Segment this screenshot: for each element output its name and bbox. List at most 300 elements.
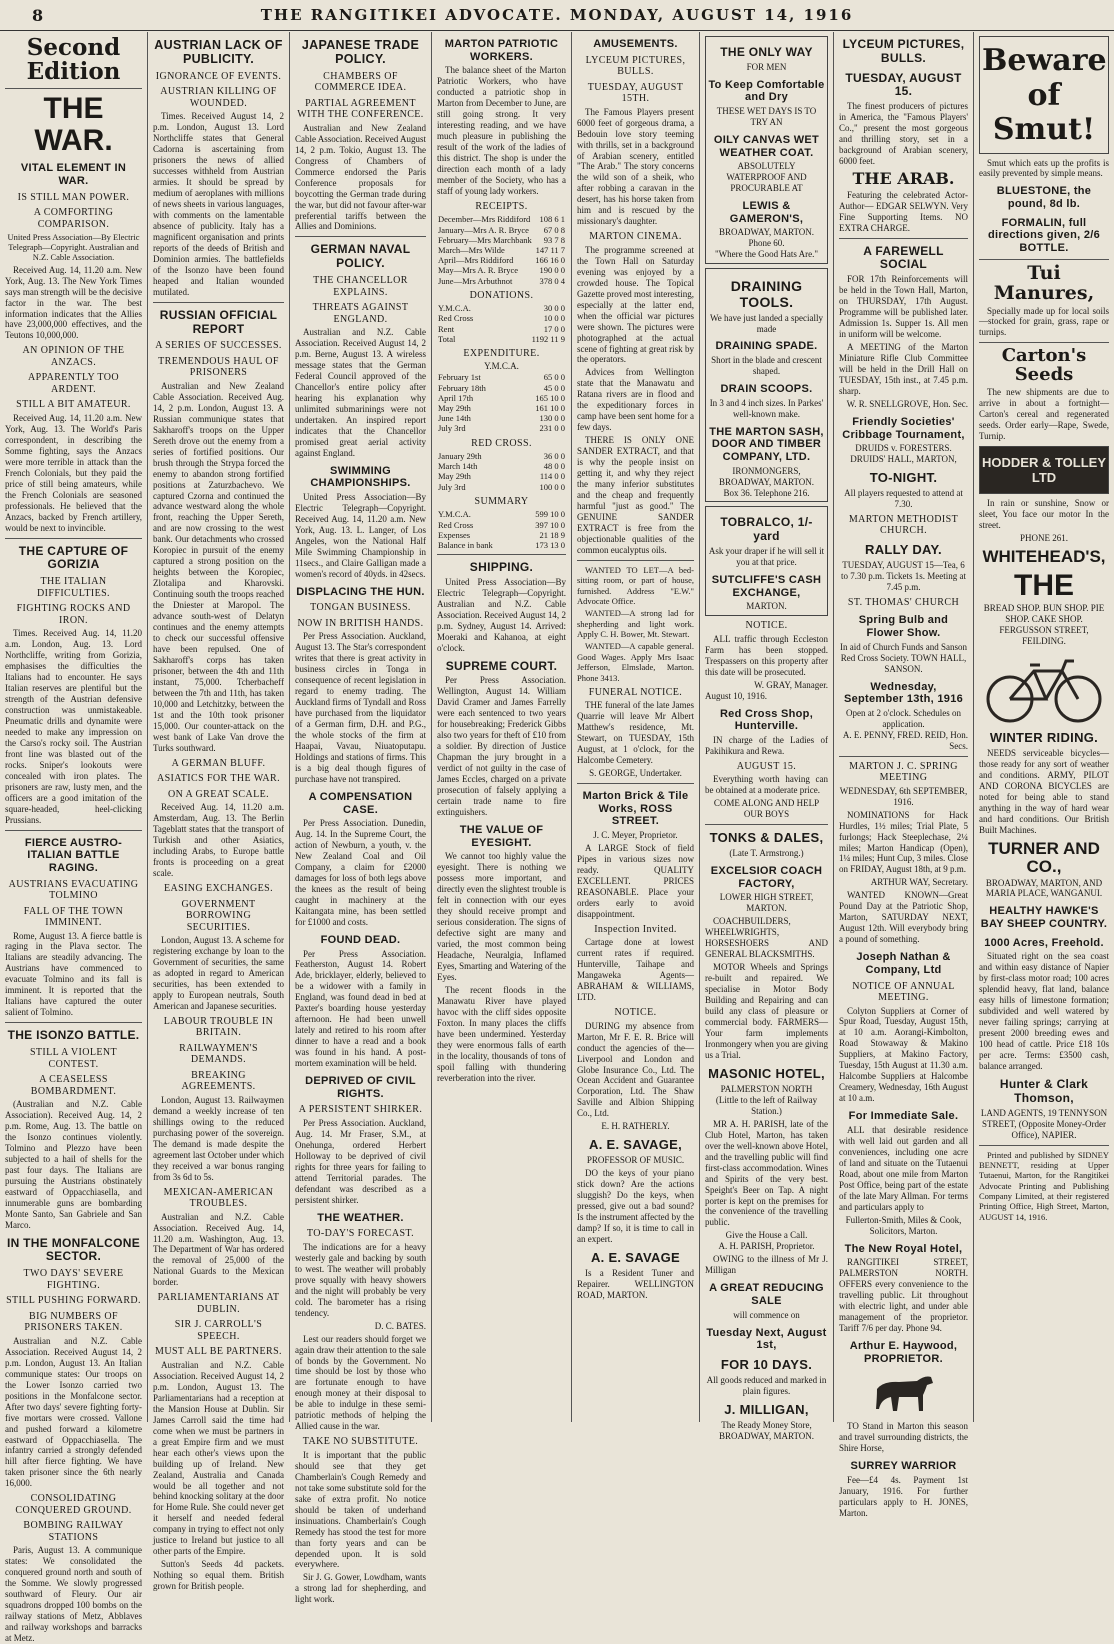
subheadline: AUSTRIAN KILLING OF WOUNDED. bbox=[160, 86, 277, 109]
war-banner: THE WAR. bbox=[34, 92, 113, 157]
subheadline: THREATS AGAINST ENGLAND. bbox=[312, 302, 409, 325]
advert-line: LAND AGENTS, 19 TENNYSON STREET, (Opposite Money-Order Office), NAPIER. bbox=[980, 1107, 1108, 1140]
classified-ad: WANTED TO LET—A bed-sitting room, or part of house, furnished. Address "E.W." Advocate Office. bbox=[577, 564, 694, 606]
subheadline: A COMFORTING COMPARISON. bbox=[33, 207, 114, 230]
advert-title: TURNER AND CO., bbox=[988, 838, 1100, 876]
headline: AMUSEMENTS. bbox=[593, 38, 678, 50]
advert-line: THESE WET DAYS IS TO TRY AN bbox=[716, 106, 817, 128]
signature: ARTHUR WAY, Secretary. bbox=[870, 877, 968, 888]
classified-ad: WANTED—A strong lad for shepherding and light work. Apply C. H. Bower, Mt. Stewart. bbox=[577, 608, 694, 640]
article-text: Per Press Association. Auckland, Aug. 14. Mr Fraser, S.M., at Onehunga, ordered Herbert Holloway to be deprived of civil rights for three years for failing to attend Territorial parades. The defendant was described as a persistent shirker. bbox=[295, 1117, 426, 1205]
headline: Marton Brick & Tile Works, ROSS STREET. bbox=[582, 790, 689, 828]
row-label: May 29th bbox=[438, 403, 471, 413]
table-row bbox=[437, 530, 566, 540]
advert-line: FERGUSSON STREET, FEILDING. bbox=[999, 625, 1089, 647]
article-text: (Australian and N.Z. Cable Association). Received Aug. 14, 2 p.m. Rome, Aug. 13. The battle on the Isonzo continues violently. Tolmino and Plezzo have been subjected to a hail of shells for the past four days. The Italians are pursuing the Austrians obstinately eastward of Oppacchiasella, and innumerable guns are bombarding Monte Santo, San Gabriele and San Marco. bbox=[5, 1099, 142, 1230]
divider bbox=[5, 1022, 142, 1023]
article-text: THERE IS ONLY ONE SANDER EXTRACT, and that is why the people insist on getting it, and why they reject the many inferior substitutes and the cheap and frequently harmful "just as good." The GENUINE SANDER EXTRACT is free from the objectionable qualities of the common eucalyptus oils. bbox=[577, 435, 694, 555]
row-label: February 18th bbox=[438, 382, 486, 393]
article-text: DURING my absence from Marton, Mr F. E. R. Brice will conduct the agencies of the— Liverpool and London and Globe Insurance Co., Ltd. The Ocean Accident and Guarantee Corporation, Ltd. The Shaw Saville and Albion Shipping Co., Ltd. bbox=[577, 1020, 694, 1119]
subheadline: SIR J. CARROLL'S SPEECH. bbox=[174, 1319, 263, 1342]
headline: IN THE MONFALCONE SECTOR. bbox=[6, 1235, 141, 1264]
column-2 bbox=[148, 32, 290, 1592]
row-amount: 231 0 0 bbox=[539, 423, 565, 434]
article-text: The new shipments are due to arrive in about a fortnight—Carton's cereal and regenerated seeds. Order early—Rape, Swede, Turnip. bbox=[979, 387, 1109, 442]
headline: FIERCE AUSTRO-ITALIAN BATTLE RAGING. bbox=[24, 836, 123, 874]
article-text: The indications are for a heavy westerly gale and backing by south to west. The weather will probably prove squally with heavy showers and the night will probably be very cold. The barometer has a rising tendency. bbox=[295, 1241, 426, 1318]
subheadline: AUSTRIANS EVACUATING TOLMINO bbox=[8, 878, 139, 902]
row-amount: 378 0 4 bbox=[539, 275, 565, 286]
headline: SWIMMING CHAMPIONSHIPS. bbox=[310, 464, 411, 490]
advert-beware-of-smut bbox=[979, 36, 1109, 154]
donations-table bbox=[437, 303, 566, 344]
subheadline: BIG NUMBERS OF PRISONERS TAKEN. bbox=[24, 1310, 123, 1334]
article-text: A LARGE Stock of field Pipes in various sizes now ready. QUALITY EXCELLENT. PRICES REASONABLE. Place your orders early to avoid disappointment. bbox=[577, 843, 694, 919]
divider bbox=[839, 238, 968, 239]
article-text: Lest our readers should forget we again draw their attention to the sale of bonds by the Government. No time should be lost by those who are fortunate enough to have enough money at their disposal to be able to indulge in these semi-patriotic methods of helping the Allied cause in the war. bbox=[295, 1333, 426, 1432]
article-text: Per Press Association. Featherston, August 14. Robert Ade, bricklayer, elderly, believed to be a widower with a family in England, was found dead in bed at Paxter's boarding house yesterday afternoon. He had been unwell lately and retired to his room after dinner to have a read and a book was found in his hand. A post-mortem examination will be held. bbox=[295, 948, 426, 1069]
table-row bbox=[437, 423, 566, 433]
row-amount: 67 0 8 bbox=[543, 224, 565, 235]
table-row bbox=[437, 255, 566, 265]
subheadline: A GERMAN BLUFF. bbox=[171, 757, 266, 769]
row-label: Rent bbox=[438, 323, 455, 334]
headline: Arthur E. Haywood, PROPRIETOR. bbox=[849, 1339, 958, 1365]
article-text: Featuring the celebrated Actor-Author— EDGAR SELWYN. Very Fine Supporting Items. NO EXTRA CHARGE. bbox=[839, 189, 968, 233]
article-text: The balance sheet of the Marton Patriotic Workers, who have conducted a patriotic shop in Marton from December to June, are still going strong. It very interesting reading, and we have much pleasure in publishing the result of the work of the ladies of this district. The shop is under the direction each month of a lady member of the Society, who has a staff of young lady workers. bbox=[437, 65, 566, 196]
table-row bbox=[437, 372, 566, 382]
divider bbox=[577, 560, 694, 561]
subheadline: TUESDAY, AUGUST 15TH. bbox=[587, 81, 684, 105]
divider bbox=[705, 824, 828, 825]
article-text: Australian and N.Z. Cable Association. Received August 14, 2 p.m. London, August 13. The Parliamentarians had a reception at the Mansion House at Dublin. Sir James Carroll said the time had come when we must be partners in a great Empire firm and we must hear each other's views upon the building up of Ireland. New Zealand, Australia and Canada would be all together and not behind knocking solitary at the door for Home Rule. She could never get it herself and needed federal company in trying to effect not only justice to Ireland but justice to all other parts of the Empire. bbox=[153, 1359, 284, 1557]
divider bbox=[979, 342, 1109, 343]
row-label: March 14th bbox=[438, 461, 478, 472]
row-label: Y.M.C.A. bbox=[438, 303, 471, 314]
advert-line: SUTCLIFFE'S CASH EXCHANGE, bbox=[711, 574, 822, 599]
row-label: February—Mrs Marchbank bbox=[438, 234, 532, 245]
advert-title: WHITEHEAD'S, bbox=[982, 546, 1106, 566]
column-5 bbox=[572, 32, 700, 1422]
subheadline: FUNERAL NOTICE. bbox=[588, 686, 683, 698]
divider bbox=[979, 259, 1109, 260]
headline: HEALTHY HAWKE'S BAY SHEEP COUNTRY. bbox=[980, 905, 1108, 931]
row-amount: 100 0 0 bbox=[539, 481, 565, 492]
table-row bbox=[437, 265, 566, 275]
slogan: COME ALONG AND HELP OUR BOYS bbox=[713, 798, 820, 820]
phone-line: PHONE 261. bbox=[1019, 532, 1068, 543]
subheadline: EASING EXCHANGES. bbox=[163, 883, 274, 895]
row-label: Red Cross bbox=[438, 313, 474, 324]
headline: TONKS & DALES, bbox=[709, 830, 824, 846]
subheadline: RAILWAYMEN'S DEMANDS. bbox=[179, 1042, 258, 1066]
advert-line: BROADWAY, MARTON. bbox=[718, 227, 815, 238]
article-text: Per Press Association. Auckland, August 13. The Star's correspondent writes that there is great activity in business circles in Tonga in consequence of recent legislation in regard to enemy trading. The Auckland firms of Tyndall and Ross have purchased from the liquidator of a German firm, D.H. and P.G., the whole stocks of the firm at Haapai, Vavau, Niuatoputapu. Holdings and stations of firms. This is a big deal though figures of purchase have not transpired. bbox=[295, 631, 426, 784]
article-text: IN charge of the Ladies of Pakihikura and Rewa. bbox=[705, 734, 828, 756]
table-row bbox=[437, 471, 566, 481]
table-row bbox=[437, 451, 566, 461]
table-row bbox=[437, 225, 566, 235]
subheadline: CONSOLIDATING CONQUERED GROUND. bbox=[15, 1493, 132, 1516]
row-label: December—Mrs Riddiford bbox=[438, 214, 531, 225]
advert-line: DRAIN SCOOPS. bbox=[720, 383, 813, 396]
divider bbox=[5, 830, 142, 831]
edition-heading: Second Edition bbox=[26, 34, 121, 86]
headline: A GREAT REDUCING SALE bbox=[709, 1282, 824, 1307]
headline: The New Royal Hotel, bbox=[844, 1242, 963, 1255]
subheadline: A PERSISTENT SHIRKER. bbox=[298, 1104, 423, 1116]
column-1 bbox=[0, 32, 148, 1644]
table-row bbox=[437, 313, 566, 323]
divider bbox=[979, 1145, 1109, 1146]
subheadline: LABOUR TROUBLE IN BRITAIN. bbox=[163, 1015, 274, 1039]
table-heading: RED CROSS. bbox=[471, 437, 532, 449]
headline: For Immediate Sale. bbox=[848, 1110, 959, 1123]
advert-line: Ask your draper if he will sell it you at that price. bbox=[708, 546, 825, 568]
article-text: RANGITIKEI STREET, PALMERSTON NORTH. OFFERS every convenience to the travelling public. Lit throughout with electric light, and under able management of the proprietor. Tariff 7/6 per day. Phone 94. bbox=[839, 1257, 968, 1334]
article-text: Rome, August 13. A fierce battle is raging in the Plava sector. The Italians are steadily advancing. The Austrians have commenced to evacuate Tolmino and its fall is imminent. It is reported that the Italians have captured the outer salient of Tolmino. bbox=[5, 930, 142, 1018]
advert-line: We have just landed a specially made bbox=[710, 312, 823, 334]
row-amount: 114 0 0 bbox=[539, 471, 565, 482]
subheadline: STILL PUSHING FORWARD. bbox=[6, 1295, 141, 1307]
signature: A. E. PENNY, FRED. REID, Hon. Secs. bbox=[842, 729, 968, 751]
headline: DISPLACING THE HUN. bbox=[296, 585, 425, 598]
feature-title: THE ARAB. bbox=[852, 169, 955, 188]
table-row bbox=[437, 334, 566, 344]
article-text: The recent floods in the Manawatu River have played havoc with the cliff sides opposite Foxton. In many places the cliffs have been undermined. Yesterday they were enormous falls of earth in the locality, thousands of tons of spoil falling with thundering reverberation into the river. bbox=[437, 984, 566, 1083]
subheadline: ON A GREAT SCALE. bbox=[167, 788, 270, 800]
headline: MASONIC HOTEL, bbox=[708, 1065, 825, 1081]
article-text: United Press Association—By Electric Telegraph—Copyright. Received Aug. 14, 11.20 a.m. New York, Aug. 13. L. Langer, of Los Angeles, won the National Half Mile Swimming Championship in 11secs., and Claire Galligan made a women's record of 40yds. in 42secs. bbox=[295, 491, 426, 579]
redcross-table bbox=[437, 451, 566, 492]
headline: Red Cross Shop, Hunterville. bbox=[719, 707, 814, 733]
table-heading: EXPENDITURE. bbox=[463, 347, 540, 359]
divider bbox=[295, 236, 426, 237]
article-text: Australian and New Zealand Cable Association. Received Aug. 14, 2 p.m. London, August 13. A Russian communique states that Sakharoff's troops on the Upper Sereth drove out the enemy from a series of fortified positions. Our brush through the Strypa forced the enemy to abandon strong fortified positions at Zaturzbachevo. We captured Czorna and continued the advance westward along the whole front, reaching the Upper Sereth, and are now crossing to the west bank. Our detachments who crossed Koropiec in pursuit of the enemy captured a strong position on the heights between the Koropiec, Zlotalipa and Kharovski. Continuing south the troops reached the Dniester at Maropol. The advance south-west of Delatyn continues and the enemy attempts to check our successful offensive have been repulsed. One of Sakharoff's corps has taken prisoner, between the 4th and 11th instant, 75,000. Tcherbacheff between the 7th and 11th, has taken 10,000 and Letchitzky, between the 1st and the 10th took prisoner 15,000. Our counter-attack on the west bank of Lake Van drove the Turks southward. bbox=[153, 380, 284, 753]
advert-line: DRUIDS v. FORESTERS. DRUIDS' HALL, MARTON, bbox=[850, 443, 957, 465]
subheadline: STILL A VIOLENT CONTEST. bbox=[29, 1047, 118, 1070]
row-label: January 29th bbox=[438, 451, 482, 462]
table-row bbox=[437, 393, 566, 403]
signature: Fullerton-Smith, Miles & Cook, Solicitors, Marton. bbox=[845, 1214, 962, 1236]
headline: Friendly Societies' Cribbage Tournament, bbox=[842, 415, 965, 441]
headline: FOR 10 DAYS. bbox=[720, 1356, 813, 1372]
advert-title: THE bbox=[1014, 568, 1074, 602]
headline: SHIPPING. bbox=[469, 560, 534, 575]
advert-line: BREAD SHOP. BUN SHOP. PIE SHOP. CAKE SHOP. bbox=[983, 603, 1105, 625]
table-row bbox=[437, 276, 566, 286]
article-text: DO the keys of your piano stick down? Are the actions sluggish? Do the keys, when pressed, give out a bad sound? Is the instrument affected by the damp? If so, it is time to call in an expert. bbox=[577, 1168, 694, 1245]
row-label: Expenses bbox=[438, 529, 471, 540]
advert-line: To Keep Comfortable and Dry bbox=[708, 78, 825, 104]
article-text: We cannot too highly value the eyesight. There is nothing we possess more important, and directly even the slightest trouble is felt in connection with our eyes they should receive prompt and serious consideration. The signs of defective sight are many and varied, the most common being Headache, Neuralgia, Inflamed Eyes, Smarting and Watering of the Eyes. bbox=[437, 851, 566, 982]
article-text: ALL traffic through Eccleston Farm has been stopped. Trespassers on this property after this date will be prosecuted. bbox=[705, 633, 828, 677]
headline: LYCEUM PICTURES, BULLS. bbox=[842, 37, 965, 65]
advert-line: All players requested to attend at 7.30. bbox=[844, 488, 963, 510]
subheadline: FALL OF THE TOWN IMMINENT. bbox=[23, 905, 124, 929]
advert-line: IRONMONGERS, bbox=[732, 465, 801, 476]
headline: J. MILLIGAN, bbox=[724, 1401, 809, 1417]
article-text: Is a Resident Tuner and Repairer. WELLINGTON ROAD, MARTON. bbox=[577, 1267, 694, 1300]
row-amount: 166 16 0 bbox=[535, 255, 565, 266]
table-row bbox=[437, 235, 566, 245]
row-amount: 130 0 0 bbox=[539, 413, 565, 424]
subheadline: NOTICE. bbox=[745, 620, 788, 632]
advert-line: EXCELSIOR COACH FACTORY, bbox=[710, 865, 823, 890]
row-amount: 21 18 9 bbox=[539, 529, 565, 540]
row-amount: 30 0 0 bbox=[543, 303, 565, 314]
article-text: Australian and New Zealand Cable Association. Received August 14, 2 p.m. Tokio, August 13. The Congress of Chambers of Commerce endorsed the Paris Conference proposals for boycotting the German trade during the war, but did not favour after-war preferential tariffs between the Allies and Dominions. bbox=[295, 122, 426, 232]
article-text: Received Aug. 14, 11.20 a.m. New York, Aug. 13. The World's Paris correspondent, in describing the Somme fighting, says the Anzacs were more terrible in attack than the French Colonials, but they paid the price of still being amateurs, while the French Colonials are seasoned professionals. He believed that the Anzacs, backed by French artillery, would be next to invincible. bbox=[5, 412, 142, 533]
advert-line: LEWIS & GAMERON'S, bbox=[729, 200, 804, 225]
article-text: Paris, August 13. A communique states: We consolidated the conquered ground north and south of the Somme. We slowly progressed southward of Fleury. Our air squadrons dropped 100 bombs on the railway stations of Metz, Abblaves and railway workshops and barracks at Metz. bbox=[5, 1545, 142, 1644]
row-amount: 599 10 0 bbox=[535, 509, 565, 520]
advert-line: Give the House a Call. bbox=[725, 1230, 808, 1241]
signature: D. C. BATES. bbox=[374, 1320, 426, 1331]
press-credit: United Press Association—By Electric Telegraph—Copyright. Australian and N.Z. Cable Association. bbox=[7, 232, 140, 263]
advert-line: will commence on bbox=[733, 1309, 800, 1320]
publisher-imprint: Printed and published by SIDNEY BENNETT, residing at Upper Tutaenui, Marton, for the Rangitikei Advocate Printing and Publishing Company Limited, at their registered Printing Office, High Street, Marton, AUGUST 14, 1916. bbox=[979, 1149, 1109, 1222]
divider bbox=[5, 538, 142, 539]
advert-title: DRAINING TOOLS. bbox=[730, 278, 803, 311]
row-label: May—Mrs A. R. Bryce bbox=[438, 265, 519, 276]
article-text: Smut which eats up the profits is easily prevented by simple means. bbox=[979, 157, 1109, 179]
article-text: United Press Association—By Electric Telegraph—Copyright. Australian and N.Z. Cable Association. Received August 14, 2 p.m. Sydney, August 14. Arrived: Moeraki and Kahanoa, at eight o'clock. bbox=[437, 576, 566, 653]
headline: TUESDAY, AUGUST 15. bbox=[845, 70, 962, 99]
headline: Joseph Nathan & Company, Ltd bbox=[856, 951, 951, 976]
article-text: NOMINATIONS for Hack Hurdles, 1½ miles; Trial Plate, 5 furlongs; Hack Steeplechase, 2¼ miles; Marton Handicap (Open), 1¼ miles; Hunt Cup, 3 miles. Close on FRIDAY, August 18th, at 9 p.m. bbox=[839, 809, 968, 875]
article-text: In rain or sunshine, Snow or sleet, You face our motor In the street. bbox=[979, 498, 1109, 530]
row-amount: 36 0 0 bbox=[543, 451, 565, 462]
advert-line: Short in the blade and crescent shaped. bbox=[711, 355, 822, 377]
row-label: June—Mrs Arbuthnot bbox=[438, 275, 513, 286]
row-amount: 190 0 0 bbox=[539, 265, 565, 276]
signature: W. GRAY, Manager. bbox=[754, 679, 828, 690]
advert-title: Beware of Smut! bbox=[982, 43, 1107, 147]
article-text: Australian and N.Z. Cable Association. Received Aug. 14, 11.20 a.m. Washington, Aug. 13. The Department of War has ordered the removal of 25,000 of the National Guards to the Mexican border. bbox=[153, 1211, 284, 1288]
subheadline: IS STILL MAN POWER. bbox=[17, 191, 130, 203]
advert-title: Carton's Seeds bbox=[1001, 345, 1087, 386]
subheadline: NOTICE OF ANNUAL MEETING. bbox=[852, 980, 955, 1004]
column-8 bbox=[974, 32, 1114, 1422]
bicycle-illustration-icon bbox=[984, 651, 1104, 725]
article-text: Australian and N.Z. Cable Association. Received August 14, 2 p.m. Berne, August 13. A wireless message states that the German Federal Council approved of the Chancellor's entire policy after hearing his explanation why unlimited submarinings were not undertaken. An inspired report indicates that the Chancellor promised great aerial activity against England. bbox=[295, 327, 426, 458]
row-amount: 48 0 0 bbox=[543, 461, 565, 472]
headline: THE VALUE OF EYESIGHT. bbox=[459, 824, 544, 849]
divider bbox=[153, 302, 284, 303]
headline: Hunter & Clark Thomson, bbox=[999, 1077, 1089, 1105]
subheadline: THE ITALIAN DIFFICULTIES. bbox=[37, 576, 110, 599]
advert-line: TUESDAY, AUGUST 15—Tea, 6 to 7.30 p.m. Tickets 1s. Meeting at 7.45 p.m. bbox=[840, 559, 966, 592]
table-heading: RECEIPTS. bbox=[475, 200, 528, 212]
advert-title: THE ONLY WAY bbox=[720, 45, 813, 59]
subheadline: A SERIES OF SUCCESSES. bbox=[155, 340, 282, 352]
subheadline: LYCEUM PICTURES, BULLS. bbox=[585, 54, 686, 78]
table-row bbox=[437, 520, 566, 530]
article-text: Everything worth having can be obtained at a moderate price. bbox=[705, 774, 828, 796]
table-heading: SUMMARY bbox=[474, 495, 529, 507]
advert-tobralco bbox=[705, 506, 828, 616]
advert-line: FORMALIN, full directions given, 2/6 BOTTLE. bbox=[987, 216, 1101, 254]
headline: A FAREWELL SOCIAL bbox=[863, 243, 944, 272]
advert-line: The Ready Money Store, bbox=[721, 1419, 812, 1430]
subheadline: STILL A BIT AMATEUR. bbox=[16, 399, 131, 411]
article-text: The finest producers of pictures in America, the "Famous Players' Co.," present the most gorgeous and thrilling story, set in a background of Arabian scenery, 6000 feet. bbox=[839, 101, 968, 167]
subheadline: CHAMBERS OF COMMERCE IDEA. bbox=[314, 70, 407, 94]
divider bbox=[839, 756, 968, 757]
row-amount: 45 0 0 bbox=[543, 382, 565, 393]
row-label: Balance in bank bbox=[438, 539, 493, 550]
subheadline: MARTON METHODIST CHURCH. bbox=[848, 513, 959, 537]
article-text: Fee—£4 4s. Payment 1st January, 1916. For further particulars apply to H. JONES, Marton. bbox=[839, 1474, 968, 1518]
article-text: Australian and N.Z. Cable Association. Received August 14, 2 p.m. London, August 13. An Italian communique states: Our troops on the Lower Isonzo carried two positions in the Monfalcone sector. After two days' severe fighting forty-five mortars were crossed. Vallone and pushed forward a kilometre eastward of Oppacchiasella. The infantry carried a strongly defended hill after fierce fighting. We have taken prisoner since the 6th nearly 16,000. bbox=[5, 1335, 142, 1489]
article-text: OWING to the illness of Mr J. Milligan bbox=[705, 1254, 828, 1276]
subheadline: GOVERNMENT BORROWING SECURITIES. bbox=[181, 898, 256, 933]
column-3 bbox=[290, 32, 432, 1605]
row-label: March—Mrs Wilde bbox=[438, 244, 505, 255]
row-label: May 29th bbox=[438, 471, 471, 482]
article-text: Colyton Suppliers at Corner of Spur Road, Tuesday, August 15th, at 10 a.m. Aorangi-Kimbolton, Road Stowaway & Makino Suppliers, at Makino Factory, Tuesday, 15th August at 11.30 a.m. Halcombe Suppliers at Halcombe Creamery, Wednesday, 16th August at 10 a.m. bbox=[839, 1005, 968, 1104]
subheadline: MARTON CINEMA. bbox=[589, 231, 682, 243]
article-text: Cartage done at lowest current rates if required. Hunterville, Taihape and Mangaweka Agents— ABRAHAM & WILLIAMS, LTD. bbox=[577, 937, 694, 1003]
subheadline: ASIATICS FOR THE WAR. bbox=[156, 773, 281, 785]
subheadline: MARTON J. C. SPRING MEETING bbox=[849, 760, 958, 784]
subheadline: MUST ALL BE PARTNERS. bbox=[155, 1346, 282, 1358]
subheadline: ST. THOMAS' CHURCH bbox=[847, 596, 960, 608]
row-amount: 165 10 0 bbox=[535, 392, 565, 403]
subheadline: NOTICE. bbox=[614, 1007, 657, 1019]
advert-line: Open at 2 o'clock. Schedules on application. bbox=[845, 707, 962, 729]
advert-line: BROADWAY, MARTON, AND MARIA PLACE, WANGANUI. bbox=[985, 877, 1103, 899]
row-amount: 108 6 1 bbox=[539, 214, 565, 225]
article-text: Times. Received Aug. 14, 11.20 a.m. London, Aug. 13. Lord Northcliffe, writing from Gorizia, emphasises the difficulties the Italians had to encounter. He says Italian reserves are plentiful but the strength of the Austrian defensive construction was unmistakeable. Pneumatic drills and dynamite were needed to make any impression on the Carso's rocky soil. The Austrian front line was blasted out of the rocks. Sniper's lookouts were concealed with iron plates. The prisoners are raw, lusty men, and the officers are a good imitation of the square-headed, heel-clicking Prussians. bbox=[5, 628, 142, 825]
row-amount: 1192 11 9 bbox=[531, 333, 565, 344]
masthead bbox=[0, 0, 1114, 31]
article-text: Per Press Association. Wellington, August 14. William David Cramer and James Farrelly were each sentenced to two years for housebreaking; Frederick Gibbs also two years for theft of £10 from a soldier. By direction of Justice Chapman the jury brought in a verdict of not guilty in the case of James Eccles, charged on a private prosecution of falsely applying a certain trade name to fire extinguishers. bbox=[437, 675, 566, 818]
article-text: Advices from Wellington state that the Manawatu and Ratana rivers are in flood and the expeditionary forces in camp have been sent home for a few days. bbox=[577, 367, 694, 433]
table-row bbox=[437, 303, 566, 313]
advert-line: MARTON. bbox=[746, 601, 787, 612]
row-label: July 3rd bbox=[438, 423, 466, 434]
headline: A. E. SAVAGE bbox=[590, 1250, 681, 1266]
table-row bbox=[437, 461, 566, 471]
proprietor-line: J. C. Meyer, Proprietor. bbox=[593, 830, 678, 841]
headline: RALLY DAY. bbox=[865, 541, 942, 557]
headline: SUPREME COURT. bbox=[445, 658, 558, 673]
headline: JAPANESE TRADE POLICY. bbox=[301, 38, 420, 67]
article-text: WANTED KNOWN—Great Pound Day at the Patriotic Shop, Marton, SATURDAY NEXT, August 12th. Will everybody bring a pound of something. bbox=[839, 890, 968, 945]
row-amount: 173 13 0 bbox=[535, 539, 565, 550]
headline: A COMPENSATION CASE. bbox=[308, 790, 413, 816]
article-text: The Famous Players present 6000 feet of gorgeous drama, a Bedouin love story teeming with thrills, set in a background of Arabian scenery, entitled "The Arab." The story concerns the wild son of a sheik, who after robbing a caravan in the desert, has his horse taken from him and is rescued by the missionary's daughter. bbox=[577, 106, 694, 227]
subheadline: TO-DAY'S FORECAST. bbox=[306, 1228, 415, 1240]
advert-line: BLUESTONE, the pound, 8d lb. bbox=[996, 185, 1092, 211]
advert-line: WEDNESDAY, 6th SEPTEMBER, 1916. bbox=[839, 785, 968, 807]
receipts-table bbox=[437, 214, 566, 285]
subheadline: PROFESSOR OF MUSIC. bbox=[586, 1155, 685, 1166]
article-text: Specially made up for local soils—stocked for grain, grass, rape or turnips. bbox=[979, 305, 1109, 338]
row-label: June 14th bbox=[438, 413, 471, 424]
table-row bbox=[437, 403, 566, 413]
divider bbox=[5, 88, 142, 89]
advert-line: PALMERSTON NORTH bbox=[720, 1083, 813, 1094]
headline: Tuesday Next, August 1st, bbox=[706, 1326, 827, 1352]
article-text: THE funeral of the late James Quarrie will leave Mr Albert Matthew's residence, Mt. Stewart, on TUESDAY, 15th August, at 1 o'clock, for the Halcombe Cemetery. bbox=[577, 700, 694, 766]
headline: A. E. SAVAGE, bbox=[589, 1137, 682, 1153]
page-number: 8 bbox=[32, 6, 44, 25]
subheadline: A CEASELESS BOMBARDMENT. bbox=[30, 1074, 117, 1097]
row-amount: 17 0 0 bbox=[543, 323, 565, 334]
headline: TO-NIGHT. bbox=[869, 470, 938, 486]
table-row bbox=[437, 509, 566, 519]
signature: S. GEORGE, Undertaker. bbox=[589, 768, 682, 779]
article-text: NEEDS serviceable bicycles—those ready for any sort of weather and conditions. ARMY, PILOT AND CORONA BICYCLES are noted for being able to stand anything in the way of hard wear and hard conditions. Our British Built Machines. bbox=[979, 748, 1109, 835]
divider bbox=[577, 783, 694, 784]
article-text: ALL that desirable residence with well laid out garden and all conveniences, including one acre of land and situate on the Tutaenui Road, about one mile from Marton Post Office, being part of the estate of the late Mary Allman. For terms and particulars apply to bbox=[839, 1124, 968, 1212]
signature: A. H. PARISH, Proprietor. bbox=[718, 1241, 815, 1252]
headline: VITAL ELEMENT IN WAR. bbox=[20, 162, 127, 187]
hodder-tolley-logo: HODDER & TOLLEY LTD bbox=[979, 446, 1109, 494]
row-label: Total bbox=[438, 333, 456, 344]
subheadline: BOMBING RAILWAY STATIONS bbox=[23, 1520, 124, 1543]
article-text: FOR 17th Reinforcements will be held in the Town Hall, Marton, on THURSDAY, 17th August. Programme will be published later. Admission 1s. Supper 1s. All men in uniform will be welcome. bbox=[839, 274, 968, 340]
newspaper-title: THE RANGITIKEI ADVOCATE. MONDAY, AUGUST 14, 1916 bbox=[260, 6, 854, 24]
article-text: Received Aug. 14, 11.20 a.m. New York, Aug. 13. The New York Times says man strength will be the decisive factor in the war. The best information indicates that the Allies have 23,000,000 effectives, and the Teutons 10,000,000. bbox=[5, 264, 142, 341]
subheadline: TAKE NO SUBSTITUTE. bbox=[302, 1436, 419, 1448]
row-label: January—Mrs A. R. Bryce bbox=[438, 224, 529, 235]
headline: DEPRIVED OF CIVIL RIGHTS. bbox=[305, 1075, 416, 1100]
subheadline: PARTIAL AGREEMENT WITH THE CONFERENCE. bbox=[297, 97, 424, 121]
row-amount: 161 10 0 bbox=[535, 403, 565, 413]
divider bbox=[437, 554, 566, 555]
article-text: COACHBUILDERS, WHEELWRIGHTS, HORSESHOERS AND GENERAL BLACKSMITHS. bbox=[705, 916, 828, 960]
advert-line: OILY CANVAS WET WEATHER COAT. bbox=[713, 133, 820, 159]
row-amount: 397 10 0 bbox=[535, 519, 565, 530]
column-7 bbox=[834, 32, 974, 1518]
row-label: July 3rd bbox=[438, 481, 466, 492]
row-label: Y.M.C.A. bbox=[438, 509, 471, 520]
headline: WINTER RIDING. bbox=[989, 730, 1099, 746]
table-row bbox=[437, 214, 566, 224]
subheadline: FIGHTING ROCKS AND IRON. bbox=[16, 603, 131, 626]
article-text: London, August 13. A scheme for registering exchange by loan to the Government of securities, the same as adopted in regard to American securities, has been extended to apply to European neutrals, South American and Japanese securities. bbox=[153, 935, 284, 1011]
headline: AUSTRIAN LACK OF PUBLICITY. bbox=[154, 38, 283, 67]
advert-draining-tools bbox=[705, 268, 828, 502]
subheadline: THE CHANCELLOR EXPLAINS. bbox=[313, 275, 408, 298]
date-line: August 10, 1916. bbox=[705, 690, 768, 701]
advert-line: DRAINING SPADE. bbox=[715, 340, 818, 353]
article-text: It is important that the public should see that they get Chamberlain's Cough Remedy and not take some substitute sold for the sake of extra profit. No notice should be taken of underhand insinuations. Chamberlain's Cough Remedy has stood the test for more than forty years and can be depended upon. It is sold everywhere. bbox=[295, 1449, 426, 1570]
subheadline: TREMENDOUS HAUL OF PRISONERS bbox=[158, 355, 279, 379]
subheadline: TONGAN BUSINESS. bbox=[310, 602, 411, 614]
advert-line: "Where the Good Hats Are." bbox=[714, 249, 819, 260]
row-label: April—Mrs Riddiford bbox=[438, 255, 514, 266]
article-text: Per Press Association. Dunedin, Aug. 14. In the Supreme Court, the action of Newburn, a youth, v. the New Zealand Coal and Oil Company, a claim for £2000 damages for loss of both legs above the knees as the result of being caught in machinery at the Kaitangata mine, has been settled for £1000 and costs. bbox=[295, 818, 426, 927]
article-text: MR A. H. PARISH, late of the Club Hotel, Marton, has taken over the well-known above Hotel, and the travelling public will find first-class accommodation. Wines and Spirits of the very best. Speight's Beer on Tap. A night porter is kept on the premises for the convenience of the travelling public. bbox=[705, 1118, 828, 1228]
headline: SURREY WARRIOR bbox=[850, 1460, 957, 1473]
subheadline: AN OPINION OF THE ANZACS. bbox=[22, 345, 125, 368]
advert-wet-weather-coat bbox=[705, 36, 828, 264]
advert-title: Tui Manures, bbox=[993, 261, 1095, 304]
advert-line: (Late T. Armstrong.) bbox=[729, 848, 804, 859]
advert-line: LOWER HIGH STREET, MARTON. bbox=[719, 892, 814, 914]
subheadline: MEXICAN-AMERICAN TROUBLES. bbox=[163, 1186, 274, 1210]
headline: FOUND DEAD. bbox=[320, 933, 401, 946]
article-text: A MEETING of the Marton Miniature Rifle Club Committee will be held in the Drill Hall on TUESDAY, 15th inst., at 7.45 p.m. sharp. bbox=[839, 342, 968, 396]
headline: 1000 Acres, Freehold. bbox=[984, 936, 1104, 949]
headline: Wednesday, September 13th, 1916 bbox=[843, 680, 964, 706]
advert-line: THE MARTON SASH, DOOR AND TIMBER COMPANY, LTD. bbox=[709, 425, 824, 463]
